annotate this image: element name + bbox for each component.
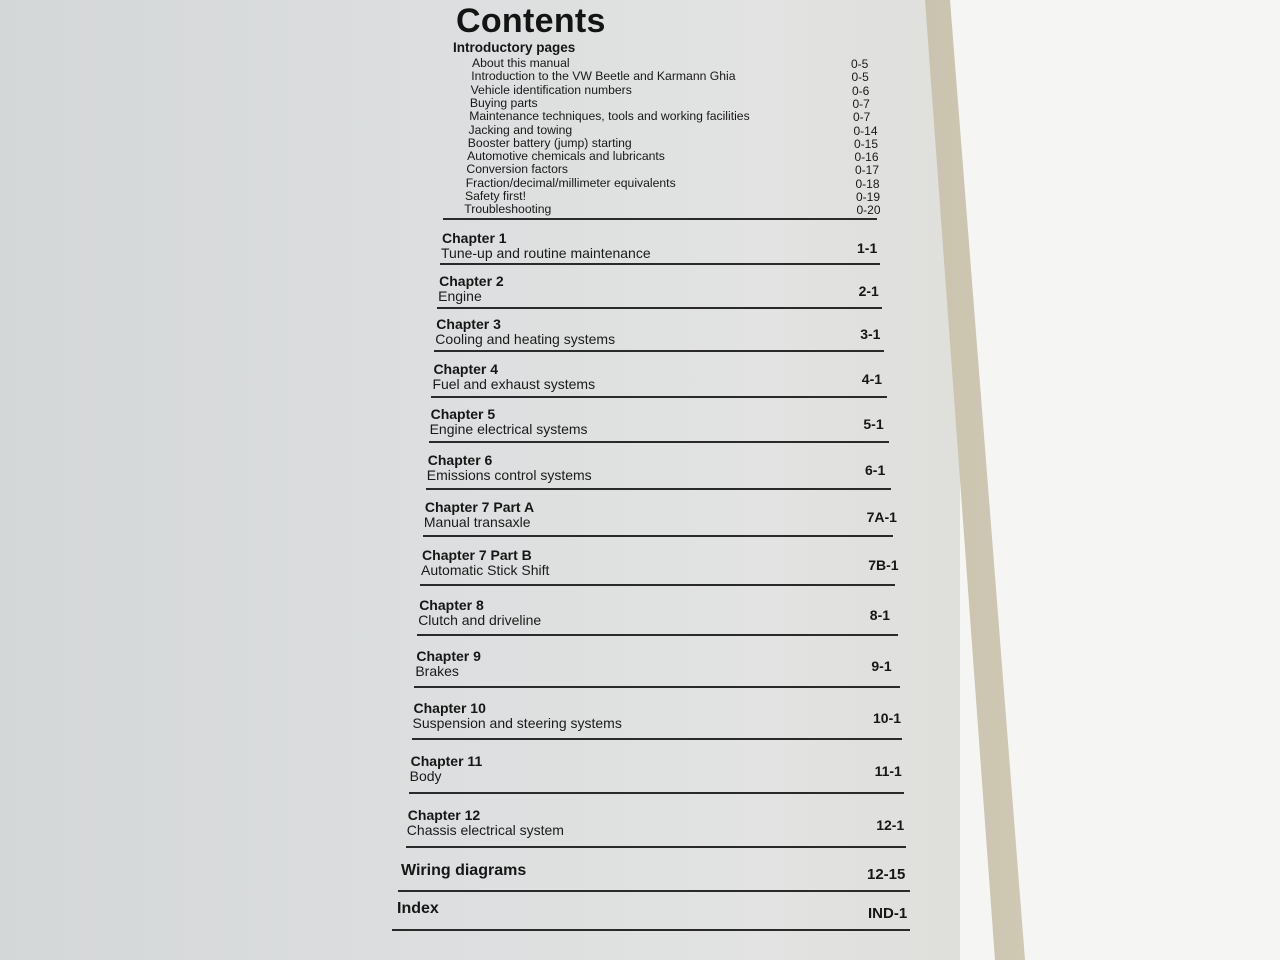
chapter-subtitle: Fuel and exhaust systems	[432, 376, 596, 392]
divider-rule	[412, 738, 903, 740]
intro-item-label: Introduction to the VW Beetle and Karmann Ghia	[471, 69, 736, 84]
chapter-title: Chapter 4	[433, 361, 499, 377]
chapter-page: 10-1	[873, 710, 902, 726]
chapter-title: Chapter 1	[442, 230, 507, 246]
chapter-page: 6-1	[865, 462, 886, 478]
chapter-title: Chapter 7 Part A	[424, 499, 535, 515]
intro-item-page: 0-16	[854, 150, 879, 165]
chapter-subtitle: Tune-up and routine maintenance	[441, 245, 651, 261]
divider-rule	[431, 396, 886, 398]
intro-item-label: Troubleshooting	[464, 202, 552, 217]
wiring-diagrams-title: Wiring diagrams	[401, 862, 527, 879]
wiring-diagrams-page: 12-15	[867, 866, 906, 883]
intro-item-label: Conversion factors	[466, 162, 568, 177]
chapter-title: Chapter 10	[413, 700, 486, 716]
index-page: IND-1	[868, 905, 908, 922]
chapter-title: Chapter 2	[439, 273, 504, 289]
intro-item-page: 0-6	[852, 83, 870, 98]
divider-rule	[420, 584, 895, 586]
chapter-subtitle: Brakes	[415, 663, 459, 679]
intro-item-label: Safety first!	[465, 189, 526, 203]
intro-item-page: 0-18	[855, 176, 880, 191]
intro-item-label: Jacking and towing	[468, 122, 573, 137]
intro-item-page: 0-7	[852, 96, 870, 111]
divider-rule	[398, 890, 910, 892]
divider-rule	[443, 218, 877, 220]
divider-rule	[417, 634, 897, 636]
chapter-title: Chapter 11	[410, 753, 483, 769]
chapter-title: Chapter 8	[419, 597, 484, 613]
chapter-subtitle: Body	[409, 768, 442, 784]
intro-item-label: Automotive chemicals and lubricants	[467, 149, 665, 164]
chapter-page: 12-1	[876, 817, 905, 833]
intro-item-page: 0-14	[853, 123, 878, 138]
chapter-page: 5-1	[863, 416, 884, 432]
chapter-subtitle: Chassis electrical system	[406, 822, 564, 838]
chapter-title: Chapter 5	[430, 406, 496, 422]
chapter-subtitle: Engine	[438, 288, 482, 304]
divider-rule	[426, 488, 891, 490]
chapter-page: 2-1	[858, 283, 879, 299]
chapter-page: 11-1	[874, 763, 902, 779]
intro-item-label: Booster battery (jump) starting	[467, 135, 632, 150]
intro-item-page: 0-5	[851, 70, 869, 85]
introductory-heading: Introductory pages	[453, 40, 576, 55]
intro-item-page: 0-15	[854, 136, 879, 151]
divider-rule	[409, 792, 905, 794]
chapter-page: 7B-1	[868, 557, 899, 573]
intro-item-label: About this manual	[472, 56, 570, 70]
chapter-title: Chapter 12	[407, 807, 481, 823]
divider-rule	[406, 846, 907, 848]
intro-item-page: 0-17	[855, 163, 880, 178]
divider-rule	[429, 441, 889, 443]
chapter-subtitle: Automatic Stick Shift	[421, 562, 550, 578]
intro-item-page: 0-19	[856, 190, 881, 204]
chapter-title: Chapter 3	[436, 316, 501, 332]
contents-title: Contents	[456, 2, 606, 40]
chapter-subtitle: Manual transaxle	[423, 514, 531, 530]
chapter-subtitle: Engine electrical systems	[429, 421, 588, 437]
chapter-subtitle: Cooling and heating systems	[435, 331, 616, 347]
divider-rule	[434, 350, 884, 352]
intro-item-page: 0-7	[853, 110, 871, 125]
divider-rule	[414, 686, 899, 688]
intro-item-page: 0-5	[851, 57, 869, 71]
chapter-title: Chapter 9	[416, 648, 481, 664]
chapter-page: 8-1	[869, 607, 891, 623]
chapter-page: 1-1	[857, 240, 878, 256]
divider-rule	[440, 263, 880, 265]
intro-item-label: Buying parts	[469, 95, 538, 110]
chapter-page: 7A-1	[866, 509, 897, 525]
chapter-title: Chapter 7 Part B	[422, 547, 532, 563]
intro-item-label: Vehicle identification numbers	[470, 82, 632, 97]
chapter-subtitle: Suspension and steering systems	[412, 715, 622, 731]
intro-item-page: 0-20	[856, 203, 881, 218]
divider-rule	[423, 535, 893, 537]
chapter-subtitle: Emissions control systems	[426, 467, 592, 483]
intro-item-label: Maintenance techniques, tools and working facilities	[469, 109, 750, 124]
divider-rule	[437, 307, 882, 309]
divider-rule	[392, 929, 910, 931]
chapter-page: 4-1	[861, 371, 883, 387]
intro-item-label: Fraction/decimal/millimeter equivalents	[465, 175, 676, 190]
chapter-title: Chapter 6	[427, 452, 493, 468]
chapter-page: 3-1	[860, 326, 881, 342]
chapter-subtitle: Clutch and driveline	[418, 612, 542, 628]
index-title: Index	[397, 900, 439, 917]
chapter-page: 9-1	[871, 658, 892, 674]
